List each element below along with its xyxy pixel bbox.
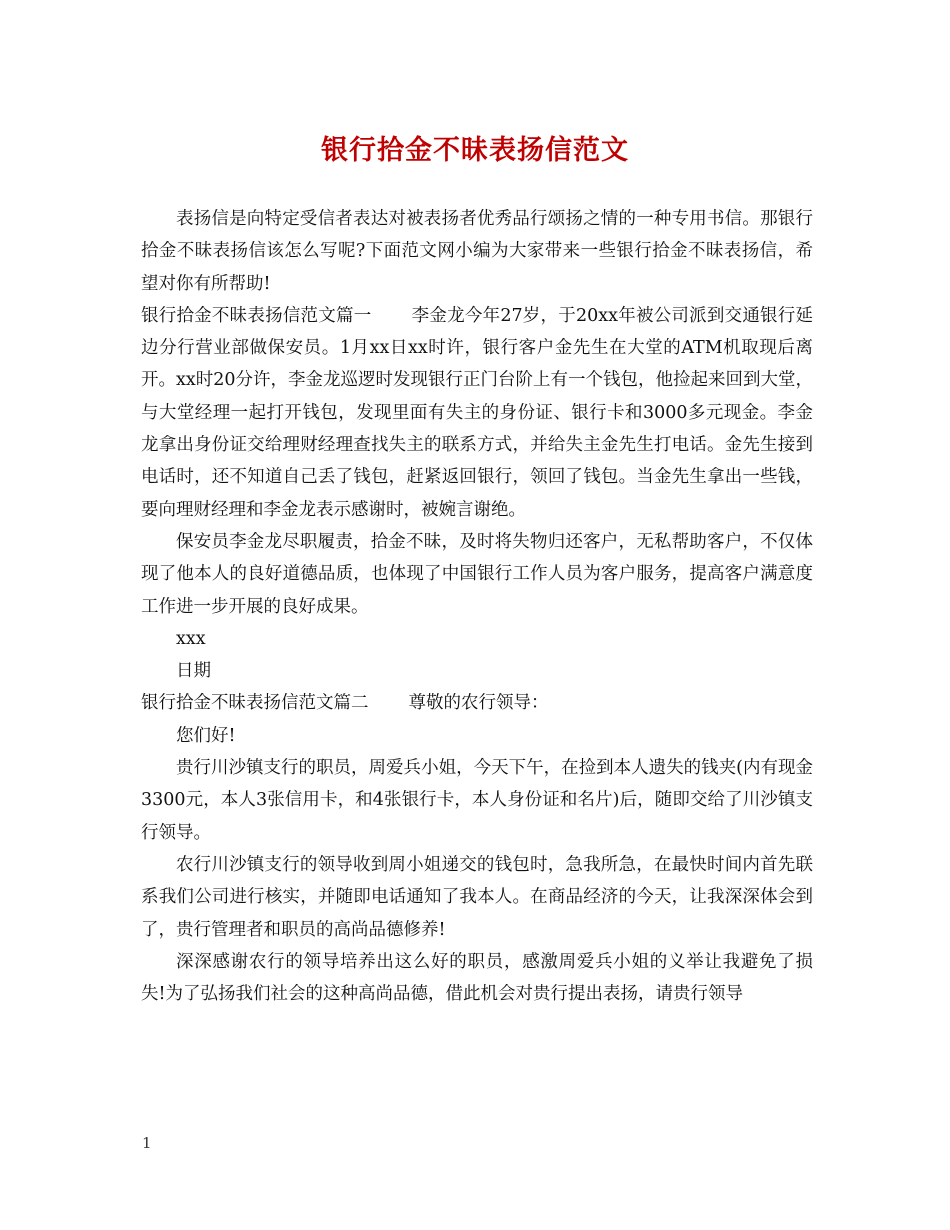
- sample2-paragraph-2: 农行川沙镇支行的领导收到周小姐递交的钱包时，急我所急，在最快时间内首先联系我们公司进行核实，并随即电话通知了我本人。在商品经济的今天，让我深深体会到了，贵行管理者和职员的高尚品德修养!: [141, 854, 813, 940]
- sample1-first-paragraph: [141, 300, 813, 526]
- sample1-heading: 银行拾金不昧表扬信范文篇一: [141, 305, 372, 326]
- sample2-paragraph-1: 贵行川沙镇支行的职员，周爱兵小姐，今天下午，在捡到本人遗失的钱夹(内有现金3300元，本人3张信用卡，和4张银行卡，本人身份证和名片)后，随即交给了川沙镇支行领导。: [141, 758, 813, 843]
- sample1-paragraph-2: 保安员李金龙尽职履责，拾金不昧，及时将失物归还客户，无私帮助客户，不仅体现了他本人的良好道德品质，也体现了中国银行工作人员为客户服务，提高客户满意度工作进一步开展的良好成果。: [141, 531, 813, 617]
- sample2-heading: 银行拾金不昧表扬信范文篇二: [141, 693, 369, 714]
- page-title: 银行拾金不昧表扬信范文: [321, 135, 629, 166]
- document-body: [141, 203, 813, 1010]
- sample2-salutation: 尊敬的农行领导：: [408, 693, 549, 714]
- page-number: 1: [142, 1134, 152, 1152]
- sample2-paragraph-3: 深深感谢农行的领导培养出这么好的职员，感激周爱兵小姐的义举让我避免了损失!为了弘扬我们社会的这种高尚品德，借此机会对贵行提出表扬，请贵行领导: [141, 951, 813, 1005]
- sample1-signature: xxx: [176, 628, 206, 649]
- sample1-paragraph-1: 李金龙今年27岁，于20xx年被公司派到交通银行延边分行营业部做保安员。1月xx日xx时许，银行客户金先生在大堂的ATM机取现后离开。xx时20分许，李金龙巡逻时发现银行正门台阶上有一个钱包，他捡起来回到大堂，与大堂经理一起打开钱包，发现里面有失主的身份证、银行卡和3000多元现金。李金龙拿出身份证交给理财经理查找失主的联系方式，并给失主金先生打电话。金先生接到电话时，还不知道自己丢了钱包，赶紧返回银行，领回了钱包。当金先生拿出一些钱，要向理财经理和李金龙表示感谢时，被婉言谢绝。: [141, 305, 814, 520]
- sample2-first-line: [141, 687, 813, 719]
- sample1-date: 日期: [176, 661, 211, 682]
- intro-paragraph: 表扬信是向特定受信者表达对被表扬者优秀品行颂扬之情的一种专用书信。那银行拾金不昧表扬信该怎么写呢?下面范文网小编为大家带来一些银行拾金不昧表扬信，希望对你有所帮助!: [141, 209, 813, 294]
- sample2-greeting: 您们好!: [176, 725, 236, 746]
